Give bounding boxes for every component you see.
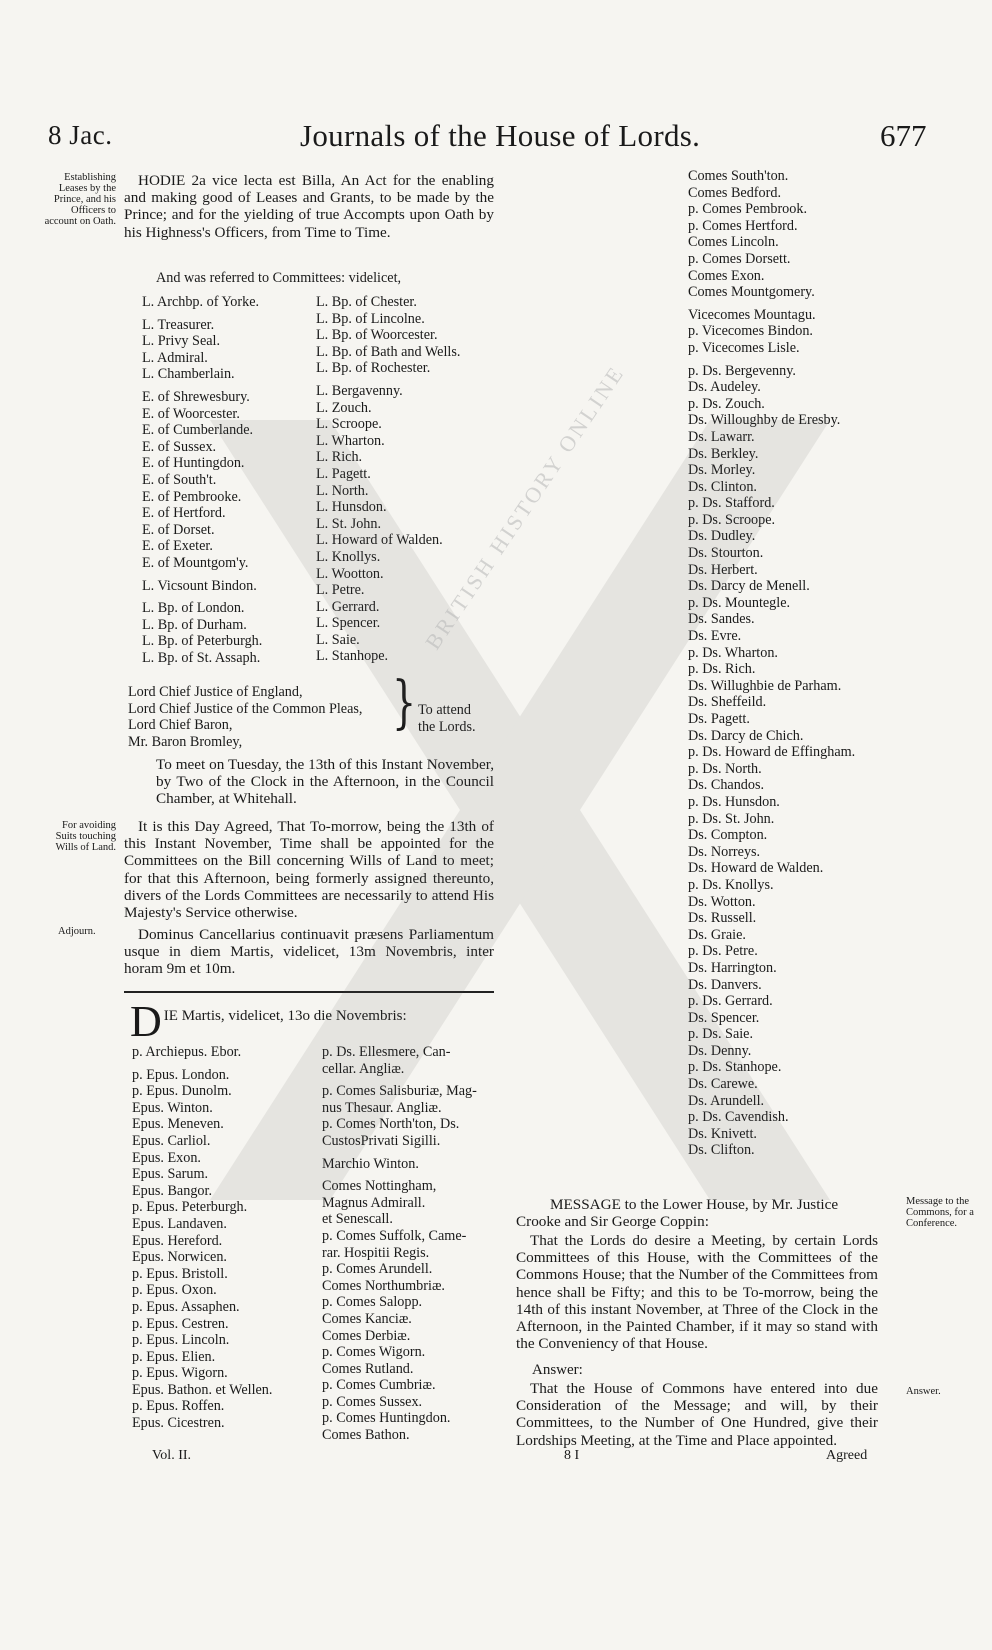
attendance-entry: Ds. Herbert. [688, 561, 758, 578]
attendance-entry: Ds. Pagett. [688, 711, 750, 727]
committee-member: L. Rich. [316, 449, 363, 466]
attendance-entry: Epus. Bangor. [132, 1182, 212, 1199]
attendance-left-column [132, 1044, 312, 1432]
attendance-entry: p. Epus. Cestren. [132, 1315, 229, 1332]
attendance-entry: Ds. Clifton. [688, 1142, 755, 1159]
attendance-entry: Ds. Darcy de Chich. [688, 727, 804, 744]
attendance-entry: Comes Kanciæ. [322, 1310, 412, 1327]
attendance-entry: Epus. Hereford. [132, 1232, 223, 1249]
attendance-entry: p. Ds. North. [688, 760, 762, 777]
attendance-entry: Vicecomes Mountagu. [688, 306, 816, 323]
judge-entry: Lord Chief Justice of England, [128, 684, 303, 700]
attendance-entry: Ds. Willughbie de Parham. [688, 677, 842, 694]
attendance-entry: Ds. Audeley. [688, 379, 761, 396]
watermark-text: BRITISH HISTORY ONLINE [420, 360, 630, 654]
attendance-entry: p. Epus. Wigorn. [132, 1365, 228, 1382]
committee-member: L. Bergavenny. [316, 382, 403, 399]
committee-member: L. Bp. of St. Assaph. [142, 649, 261, 666]
wills-paragraph: It is this Day Agreed, That To-morrow, being the 13th of this Instant November, Time shall be appointed for the Committees on the Bill concerning Wills of Land to meet; for that this Afternoon, being formerly assigned thereunto, divers of the Lords Committees are necessarily to attend His Majesty's Service otherwise. [124, 818, 494, 922]
attendance-entry: Ds. Stourton. [688, 545, 764, 562]
attendance-entry: p. Ds. Ellesmere, Can- [322, 1044, 451, 1060]
attendance-middle-column [322, 1044, 492, 1444]
attendance-entry: p. Epus. Oxon. [132, 1282, 217, 1299]
committee-member: L. North. [316, 482, 369, 499]
attendance-entry: Ds. Chandos. [688, 777, 765, 794]
attendance-entry: p. Ds. Hunsdon. [688, 793, 780, 810]
committee-member: E. of Huntingdon. [142, 455, 245, 472]
judges-note-line: the Lords. [418, 718, 476, 735]
attendance-entry: nus Thesaur. Angliæ. [322, 1099, 442, 1116]
attendance-entry: p. Ds. Knollys. [688, 876, 774, 893]
attendance-entry: Comes Exon. [688, 267, 765, 284]
committee-member: L. Admiral. [142, 349, 208, 366]
attendance-entry: Comes Mountgomery. [688, 284, 815, 301]
footer-catchword: Agreed [826, 1448, 868, 1463]
attendance-entry: p. Epus. Elien. [132, 1348, 216, 1365]
committee-member: L. Howard of Walden. [316, 532, 443, 549]
dropcap: D [130, 997, 162, 1046]
attendance-entry: Comes Northumbriæ. [322, 1277, 445, 1294]
committee-member: L. St. John. [316, 515, 382, 532]
attendance-entry: p. Ds. Stafford. [688, 495, 775, 512]
committee-member: L. Bp. of Woorcester. [316, 327, 438, 344]
committee-member: L. Saie. [316, 631, 360, 648]
committee-member: L. Wootton. [316, 565, 384, 582]
answer-label: Answer: [532, 1362, 583, 1378]
attendance-entry: p. Ds. Petre. [688, 943, 758, 960]
attendance-entry: Ds. Willoughby de Eresby. [688, 412, 841, 429]
attendance-entry: p. Ds. Gerrard. [688, 993, 773, 1010]
committee-member: L. Bp. of Rochester. [316, 360, 431, 377]
attendance-entry: Epus. Bathon. et Wellen. [132, 1381, 273, 1398]
attendance-entry: Ds. Russell. [688, 910, 757, 927]
attendance-entry: Epus. Carliol. [132, 1132, 211, 1149]
committee-member: L. Spencer. [316, 615, 381, 632]
attendance-entry: p. Comes Wigorn. [322, 1344, 426, 1361]
judges-note-line: To attend [418, 702, 471, 718]
committee-member: L. Knollys. [316, 548, 381, 565]
committees-left-column [142, 294, 314, 666]
attendance-entry: Ds. Clinton. [688, 478, 757, 495]
committee-member: E. of South't. [142, 471, 217, 488]
attendance-entry: p. Comes Arundell. [322, 1261, 433, 1278]
attendance-entry: p. Ds. Cavendish. [688, 1109, 789, 1126]
attendance-entry: p. Ds. Stanhope. [688, 1059, 782, 1076]
committee-member: L. Gerrard. [316, 598, 380, 615]
margin-note-answer: Answer. [906, 1386, 941, 1397]
attendance-entry: p. Archiepus. Ebor. [132, 1044, 242, 1060]
header-page-number: 677 [880, 118, 927, 153]
attendance-entry: p. Vicecomes Lisle. [688, 339, 800, 356]
answer-body: That the House of Commons have entered into due Consideration of the Message; and will, by their Committees, to the Number of One Hundred, give their Lordships Meeting, at the Time and Place appointed. [516, 1380, 878, 1449]
attendance-entry: CustosPrivati Sigilli. [322, 1132, 441, 1149]
attendance-entry: Ds. Morley. [688, 462, 756, 479]
attendance-entry: Ds. Spencer. [688, 1009, 760, 1026]
attendance-entry: p. Comes Suffolk, Came- [322, 1227, 467, 1244]
message-body: That the Lords do desire a Meeting, by certain Lords Committees of this House, with the Committees of the Commons House; that the Number of the Committees from hence shall be Fifty; and this to be To-morrow, being the 14th of this instant November, at Three of the Clock in the Afternoon, in the Painted Chamber, if it may so stand with the Conveniency of that House. [516, 1232, 878, 1353]
attendance-entry: p. Epus. Dunolm. [132, 1083, 232, 1100]
attendance-entry: Ds. Arundell. [688, 1092, 765, 1109]
attendance-entry: Ds. Berkley. [688, 445, 759, 462]
attendance-entry: Ds. Denny. [688, 1042, 752, 1059]
margin-note-leases: Establishing Leases by the Prince, and his Officers to account on Oath. [44, 172, 116, 227]
attendance-entry: p. Comes Pembrook. [688, 201, 808, 218]
attendance-entry: Epus. Cicestren. [132, 1415, 225, 1432]
attendance-entry: et Senescall. [322, 1211, 393, 1228]
die-heading [130, 997, 500, 1046]
attendance-entry: p. Ds. Mountegle. [688, 594, 791, 611]
committee-member: E. of Hertford. [142, 505, 226, 522]
footer-signature: 8 I [564, 1448, 580, 1463]
attendance-entry: p. Ds. Bergevenny. [688, 362, 796, 379]
attendance-entry: Ds. Knivett. [688, 1125, 757, 1142]
attendance-entry: Ds. Darcy de Menell. [688, 578, 810, 595]
committee-member: L. Vicsount Bindon. [142, 577, 257, 594]
attendance-entry: Ds. Evre. [688, 628, 742, 645]
attendance-entry: Ds. Carewe. [688, 1076, 758, 1093]
attendance-entry: p. Ds. Rich. [688, 661, 756, 678]
attendance-entry: Ds. Sandes. [688, 611, 755, 628]
attendance-entry: p. Epus. Bristoll. [132, 1265, 228, 1282]
attendance-entry: p. Epus. Assaphen. [132, 1298, 240, 1315]
judges-note [418, 702, 498, 735]
attendance-entry: Ds. Norreys. [688, 843, 761, 860]
judges-list [128, 684, 408, 750]
attendance-entry: p. Epus. Lincoln. [132, 1332, 230, 1349]
attendance-entry: rar. Hospitii Regis. [322, 1244, 430, 1261]
committee-member: L. Petre. [316, 582, 365, 599]
committee-member: L. Chamberlain. [142, 366, 235, 383]
attendance-entry: Comes Rutland. [322, 1360, 414, 1377]
attendance-entry: Ds. Danvers. [688, 976, 762, 993]
attendance-entry: Ds. Howard de Walden. [688, 860, 824, 877]
committee-member: L. Bp. of Bath and Wells. [316, 343, 461, 360]
attendance-entry: Ds. Wotton. [688, 893, 756, 910]
header-regnal-year: 8 Jac. [48, 120, 113, 150]
attendance-entry: Ds. Graie. [688, 926, 746, 943]
attendance-entry: p. Comes Hertford. [688, 217, 798, 234]
committee-member: E. of Shrewesbury. [142, 388, 250, 405]
attendance-entry: p. Epus. Peterburgh. [132, 1199, 248, 1216]
attendance-entry: p. Comes Salisburiæ, Mag- [322, 1083, 477, 1100]
committee-member: L. Wharton. [316, 432, 385, 449]
committee-member: L. Hunsdon. [316, 499, 387, 516]
attendance-entry: cellar. Angliæ. [322, 1060, 405, 1077]
margin-note-message: Message to the Commons, for a Conference. [906, 1196, 974, 1229]
attendance-entry: Epus. Sarum. [132, 1166, 209, 1183]
attendance-entry: Comes Bathon. [322, 1427, 410, 1444]
message-heading: MESSAGE to the Lower House, by Mr. Justice Crooke and Sir George Coppin: [516, 1196, 839, 1231]
attendance-entry: Epus. Meneven. [132, 1116, 224, 1133]
attendance-entry: p. Ds. St. John. [688, 810, 775, 827]
attendance-entry: Marchio Winton. [322, 1155, 419, 1172]
committee-member: E. of Exeter. [142, 538, 213, 555]
committee-member: L. Bp. of Lincolne. [316, 310, 425, 327]
committee-member: L. Bp. of London. [142, 600, 245, 617]
attendance-entry: p. Comes Huntingdon. [322, 1410, 451, 1427]
attendance-entry: p. Vicecomes Bindon. [688, 323, 813, 340]
committee-member: E. of Woorcester. [142, 405, 240, 422]
committee-member: L. Scroope. [316, 416, 382, 433]
committee-member: L. Bp. of Chester. [316, 294, 417, 310]
attendance-entry: p. Ds. Howard de Effingham. [688, 744, 856, 761]
margin-note-wills: For avoiding Suits touching Wills of Land. [55, 820, 116, 853]
attendance-entry: Comes Lincoln. [688, 234, 779, 251]
committee-member: E. of Dorset. [142, 521, 215, 538]
committee-member: L. Bp. of Durham. [142, 616, 247, 633]
attendance-entry: Ds. Compton. [688, 827, 768, 844]
committee-member: E. of Cumberlande. [142, 422, 254, 439]
adjourn-paragraph: Dominus Cancellarius continuavit præsens Parliamentum usque in diem Martis, videlicet, 13m Novembris, inter horam 9m et 10m. [124, 926, 494, 978]
attendance-entry: Ds. Harrington. [688, 959, 777, 976]
attendance-entry: p. Comes Sussex. [322, 1393, 423, 1410]
committee-member: E. of Mountgom'y. [142, 554, 249, 571]
attendance-entry: p. Epus. Roffen. [132, 1398, 225, 1415]
committee-member: L. Pagett. [316, 465, 371, 482]
attendance-entry: p. Ds. Zouch. [688, 395, 765, 412]
committee-member: L. Zouch. [316, 399, 372, 416]
judge-entry: Lord Chief Justice of the Common Pleas, [128, 700, 363, 717]
attendance-entry: Comes Nottingham, [322, 1178, 437, 1195]
margin-note-adjourn: Adjourn. [58, 926, 96, 937]
attendance-entry: p. Comes Salopp. [322, 1294, 423, 1311]
attendance-entry: Magnus Admirall. [322, 1194, 426, 1211]
committee-member: L. Stanhope. [316, 648, 389, 665]
committee-member: E. of Pembrooke. [142, 488, 242, 505]
attendance-right-column [688, 168, 878, 1159]
attendance-entry: Comes South'ton. [688, 168, 789, 184]
footer-volume: Vol. II. [152, 1448, 192, 1463]
attendance-entry: Ds. Lawarr. [688, 428, 755, 445]
committee-intro: And was referred to Committees: videlicet, [156, 270, 402, 286]
attendance-entry: Comes Bedford. [688, 184, 781, 201]
attendance-entry: Ds. Dudley. [688, 528, 756, 545]
judges-brace: } [392, 669, 417, 735]
die-heading-text: IE Martis, videlicet, 13o die Novembris: [163, 1008, 407, 1024]
header-title: Journals of the House of Lords. [300, 118, 701, 153]
attendance-entry: p. Comes North'ton, Ds. [322, 1116, 460, 1133]
judge-entry: Mr. Baron Bromley, [128, 733, 243, 750]
committee-member: L. Archbp. of Yorke. [142, 294, 260, 310]
attendance-entry: p. Epus. London. [132, 1066, 230, 1083]
attendance-entry: Epus. Exon. [132, 1149, 201, 1166]
attendance-entry: p. Comes Cumbriæ. [322, 1377, 436, 1394]
bill-paragraph: HODIE 2a vice lecta est Billa, An Act for the enabling and making good of Leases and Grants, to be made by the Prince; and for the yielding of true Accompts upon Oath by his Highness's Officers, from Time to Time. [124, 172, 494, 241]
section-rule [124, 991, 494, 993]
attendance-entry: Comes Derbiæ. [322, 1327, 411, 1344]
committee-member: L. Treasurer. [142, 316, 215, 333]
attendance-entry: Epus. Norwicen. [132, 1249, 227, 1266]
meeting-paragraph: To meet on Tuesday, the 13th of this Instant November, by Two of the Clock in the Afternoon, in the Council Chamber, at Whitehall. [156, 756, 494, 808]
attendance-entry: p. Ds. Wharton. [688, 644, 778, 661]
judge-entry: Lord Chief Baron, [128, 717, 233, 734]
attendance-entry: p. Ds. Scroope. [688, 511, 776, 528]
attendance-entry: Epus. Landaven. [132, 1215, 227, 1232]
attendance-entry: Ds. Sheffeild. [688, 694, 767, 711]
attendance-entry: Epus. Winton. [132, 1099, 213, 1116]
committee-member: L. Bp. of Peterburgh. [142, 633, 263, 650]
attendance-entry: p. Ds. Saie. [688, 1026, 754, 1043]
attendance-entry: p. Comes Dorsett. [688, 250, 791, 267]
committee-member: E. of Sussex. [142, 438, 217, 455]
committee-member: L. Privy Seal. [142, 333, 221, 350]
